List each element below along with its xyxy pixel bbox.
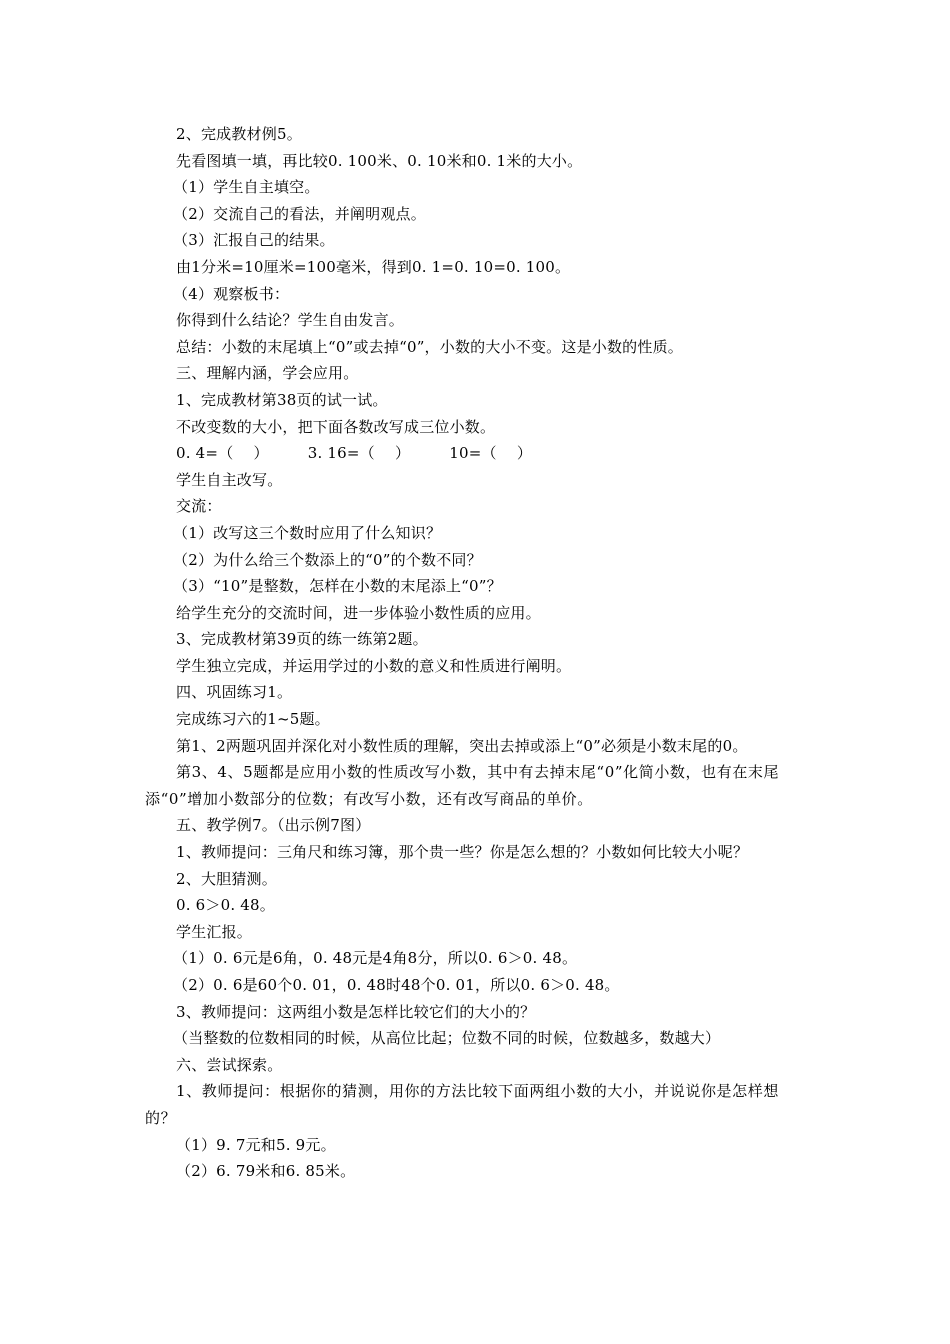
text-line: （当整数的位数相同的时候，从高位比起；位数不同的时候，位数越多，数越大） <box>173 1029 721 1048</box>
text-line: 交流： <box>176 497 222 516</box>
text-line: （4）观察板书： <box>173 284 290 303</box>
section-heading: 三、理解内涵，学会应用。 <box>176 364 359 383</box>
text-line: （2）0. 6是60个0. 01，0. 48时48个0. 01，所以0. 6＞0. 48。 <box>173 976 620 994</box>
fill-blank-item: 10=（ ） <box>449 444 533 463</box>
text-line: 学生独立完成，并运用学过的小数的意义和性质进行阐明。 <box>176 656 572 675</box>
text-line: （1）改写这三个数时应用了什么知识？ <box>173 523 442 542</box>
document-body <box>145 121 810 1185</box>
text-line: 完成练习六的1~5题。 <box>176 710 330 729</box>
text-line: 2、完成教材例5。 <box>176 125 302 143</box>
text-line: 1、教师提问：三角尺和练习簿，那个贵一些？你是怎么想的？小数如何比较大小呢？ <box>176 843 749 862</box>
text-line: （2）6. 79米和6. 85米。 <box>176 1162 356 1181</box>
text-line: 3、教师提问：这两组小数是怎样比较它们的大小的？ <box>176 1002 536 1021</box>
text-line: （3）汇报自己的结果。 <box>173 231 335 250</box>
text-line: 先看图填一填，再比较0. 100米、0. 10米和0. 1米的大小。 <box>176 151 583 170</box>
fill-blank-item: 0. 4=（ ） <box>176 444 269 463</box>
text-line: 第1、2两题巩固并深化对小数性质的理解，突出去掉或添上“0”必须是小数末尾的0。 <box>176 736 748 755</box>
text-line: （3）“10”是整数，怎样在小数的末尾添上“0”？ <box>173 577 502 596</box>
text-line: 总结：小数的末尾填上“0”或去掉“0”，小数的大小不变。这是小数的性质。 <box>176 337 683 356</box>
text-line: 学生自主改写。 <box>176 470 283 489</box>
section-heading: 六、尝试探索。 <box>176 1055 283 1074</box>
section-heading: 四、巩固练习1。 <box>176 683 293 702</box>
text-line: 给学生充分的交流时间，进一步体验小数性质的应用。 <box>176 603 541 622</box>
wrapped-paragraph: 1、教师提问：根据你的猜测，用你的方法比较下面两组小数的大小，并说说你是怎样想的？ <box>145 1082 779 1127</box>
text-line: 2、大胆猜测。 <box>176 869 277 888</box>
text-line: 0. 6＞0. 48。 <box>176 896 275 915</box>
text-line: 学生汇报。 <box>176 922 253 941</box>
text-line: 你得到什么结论？学生自由发言。 <box>176 311 405 330</box>
text-line: 1、完成教材第38页的试一试。 <box>176 390 388 409</box>
wrapped-paragraph: 第3、4、5题都是应用小数的性质改写小数，其中有去掉末尾“0”化简小数，也有在末尾添“0”增加小数部分的位数；有改写小数，还有改写商品的单价。 <box>145 763 780 808</box>
text-line: （2）为什么给三个数添上的“0”的个数不同？ <box>173 550 482 569</box>
text-line: （1）0. 6元是6角，0. 48元是4角8分，所以0. 6＞0. 48。 <box>173 949 578 968</box>
fill-blank-item: 3. 16=（ ） <box>307 444 411 463</box>
text-line: （2）交流自己的看法，并阐明观点。 <box>173 204 426 223</box>
text-line: 由1分米=10厘米=100毫米，得到0. 1=0. 10=0. 100。 <box>176 257 571 276</box>
text-line: 3、完成教材第39页的练一练第2题。 <box>176 630 428 649</box>
fill-blank-row <box>145 440 810 467</box>
text-line: （1）9. 7元和5. 9元。 <box>176 1135 336 1154</box>
text-line: （1）学生自主填空。 <box>173 178 320 197</box>
text-line: 不改变数的大小，把下面各数改写成三位小数。 <box>176 417 496 436</box>
section-heading: 五、教学例7。（出示例7图） <box>176 816 371 835</box>
